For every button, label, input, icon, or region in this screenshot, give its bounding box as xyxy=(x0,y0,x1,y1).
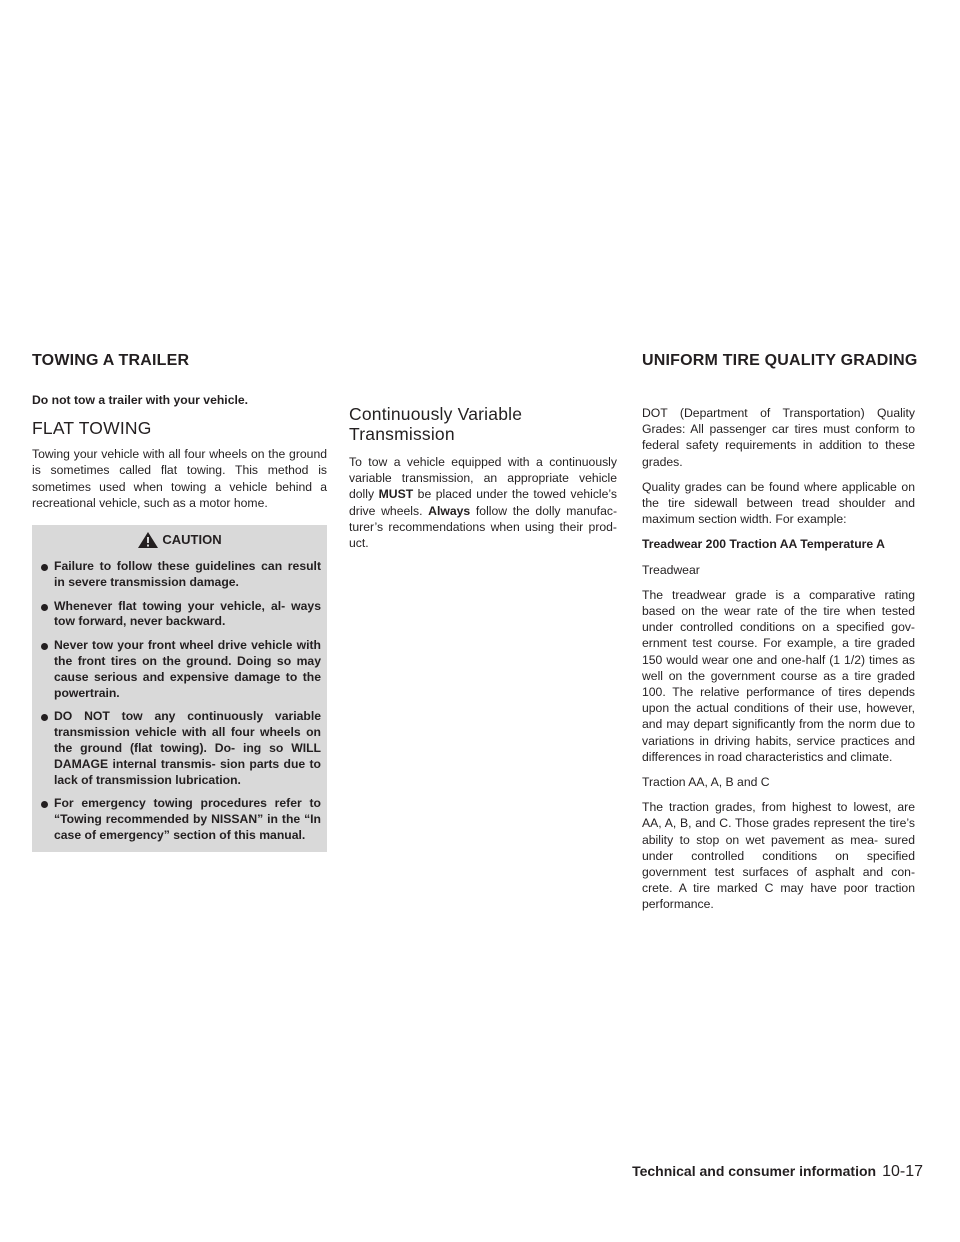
caution-header xyxy=(38,531,321,549)
caution-item: Failure to follow these guidelines can result in severe transmission damage. xyxy=(38,559,321,591)
section-title-tire-grading: UNIFORM TIRE QUALITY GRADING xyxy=(642,352,918,369)
always-emphasis: Always xyxy=(428,503,471,518)
bullet-icon xyxy=(41,604,48,611)
caution-list xyxy=(38,559,321,844)
bullet-icon xyxy=(41,643,48,650)
flat-towing-intro: Towing your vehicle with all four wheels on the ground is sometimes called flat towing. This method is sometimes used when towing a vehicle behind a recreational vehicle, such as a motor home. xyxy=(32,447,327,510)
trailer-warning: Do not tow a trailer with your vehicle. xyxy=(32,393,249,407)
flat-towing-heading: FLAT TOWING xyxy=(32,418,152,439)
caution-title: CAUTION xyxy=(162,531,222,547)
column-flat-towing xyxy=(32,392,327,852)
warning-triangle-icon xyxy=(137,531,159,549)
bullet-icon xyxy=(41,714,48,721)
footer-chapter: Technical and consumer information xyxy=(632,1163,877,1179)
cvt-heading: Continuously Variable Transmission xyxy=(349,404,523,444)
caution-item: For emergency towing procedures refer to “Towing recommended by NISSAN” in the “In case of emergency” section of this manual. xyxy=(38,796,321,843)
cvt-paragraph: To tow a vehicle equipped with a continuously variable transmission, an appropriate vehicle dolly MUST be placed under the towed vehicle’s drive wheels. Always follow the dolly manufac- turer’s recommendations when using their prod- uct. xyxy=(349,455,618,551)
bullet-icon xyxy=(41,801,48,808)
page-footer xyxy=(632,1163,923,1181)
traction-heading: Traction AA, A, B and C xyxy=(642,775,770,790)
column-cvt xyxy=(349,404,617,560)
caution-item: DO NOT tow any continuously variable transmission vehicle with all four wheels on the ground (flat towing). Do- ing so WILL DAMAGE internal transmis- sion parts due to lack of transmission lubrication. xyxy=(38,709,321,788)
treadwear-text: The treadwear grade is a comparative rating based on the wear rate of the tire when tested under controlled conditions on a specified gov- ernment test course. For example, a tire graded 150 would wear one and one-half (1 1/2) times as well on the government course as a tire graded 100. The relative performance of tires depends upon the actual conditions of their use, however, and may depart significantly from the norm due to variations in driving habits, service practices and differences in road characteristics and climate. xyxy=(642,587,915,764)
traction-text: The traction grades, from highest to lowest, are AA, A, B, and C. Those grades represent the tire’s ability to stop on wet pavement as mea- sured under controlled conditions on specified government test surfaces of asphalt and con- crete. A tire marked C may have poor traction performance. xyxy=(642,800,915,912)
caution-box xyxy=(32,525,327,852)
column-tire-grading xyxy=(642,405,915,922)
bullet-icon xyxy=(41,564,48,571)
must-emphasis: MUST xyxy=(378,487,414,502)
dot-paragraph: DOT (Department of Transportation) Quality Grades: All passenger car tires must conform to federal safety requirements in addition to these grades. xyxy=(642,406,915,469)
caution-item: Whenever flat towing your vehicle, al- ways tow forward, never backward. xyxy=(38,599,321,631)
page-number: 10-17 xyxy=(882,1163,923,1180)
quality-grades-paragraph: Quality grades can be found where applicable on the tire sidewall between tread shoulder and maximum section width. For example: xyxy=(642,479,915,527)
treadwear-heading: Treadwear xyxy=(642,562,700,577)
section-title-towing: TOWING A TRAILER xyxy=(32,352,190,369)
grading-example: Treadwear 200 Traction AA Temperature A xyxy=(642,537,885,552)
caution-item: Never tow your front wheel drive vehicle with the front tires on the ground. Doing so may cause serious and expensive damage to the powertrain. xyxy=(38,638,321,701)
